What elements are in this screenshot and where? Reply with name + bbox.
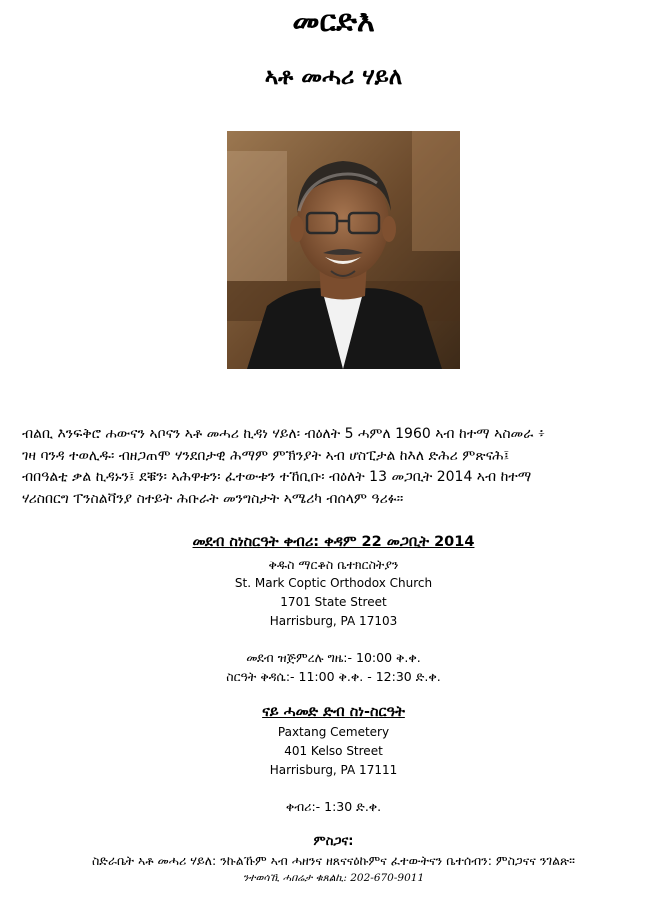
contact-info: ንተወሳኺ ሓበሬታ ቁጸልኪ: 202-670-9011: [242, 872, 425, 884]
bio-line: ብበዓልቲ ቃል ኪዳኑን፤ ደቑን፡ ኣሕዋቱን፡ ፈተውቱን ተኸቢቡ፡ ብዕለት 13 መጋቢት 2014 ኣብ ከተማ: [22, 469, 532, 485]
portrait-photo: [227, 131, 460, 369]
burial-heading: ናይ ሓመድ ድብ ስነ-ስርዓት: [262, 704, 405, 720]
church-city: Harrisburg, PA 17103: [269, 614, 398, 628]
thanks-text: ስድራቤት ኣቶ መሓሪ ሃይለ: ንኩልኹም ኣብ ሓዘንና ዘጸናናዕኩምና ፈተውትናን ቤተሰብን: ምስጋናና ንገልጽ።: [91, 853, 576, 868]
bio-line: ሃሪስበርግ ፐንስልቫንያ ስተይት ሕቡራት መንግስታት ኣሜሪካ ብሰላም ዓሪፉ።: [22, 490, 404, 507]
funeral-service-heading: መደብ ስነስርዓት ቀብሪ: ቀዳም 22 መጋቢት 2014: [192, 534, 475, 550]
ceremony-time: ስርዓት ቅዳሴ:- 11:00 ቅ.ቀ. - 12:30 ድ.ቀ.: [226, 669, 441, 684]
biography-paragraph: [22, 424, 650, 510]
service-start-time: መደብ ዝጅምረሉ ግዜ:- 10:00 ቅ.ቀ.: [246, 650, 421, 665]
cemetery-street: 401 Kelso Street: [284, 744, 383, 758]
page-title: መርድእ: [292, 4, 375, 39]
bio-line: ገዛ ባንዳ ተወሊዱ፡ ብዘጋጠሞ ሃንደበታዊ ሕማም ምኽንያት ኣብ ሆስፒታል ከእለ ድሕሪ ምጽናሕ፤: [22, 447, 510, 464]
burial-time: ቀብሪ:- 1:30 ድ.ቀ.: [285, 799, 382, 814]
cemetery-city: Harrisburg, PA 17111: [269, 763, 398, 777]
thanks-heading: ምስጋና:: [313, 834, 354, 849]
deceased-name: ኣቶ መሓሪ ሃይለ: [264, 63, 403, 90]
church-street: 1701 State Street: [280, 595, 387, 609]
bio-line: ብልቢ እንፍቅሮ ሐውናን ኣቦናን ኣቶ መሓሪ ኪዳነ ሃይለ፡ ብዕለት 5 ሓምለ 1960 ኣብ ከተማ ኣስመራ ፥: [22, 426, 546, 442]
church-name-tigrinya: ቅዱስ ማርቆስ ቤተክርስትያን: [268, 557, 399, 572]
cemetery-name: Paxtang Cemetery: [277, 725, 390, 739]
church-name: St. Mark Coptic Orthodox Church: [234, 576, 433, 590]
